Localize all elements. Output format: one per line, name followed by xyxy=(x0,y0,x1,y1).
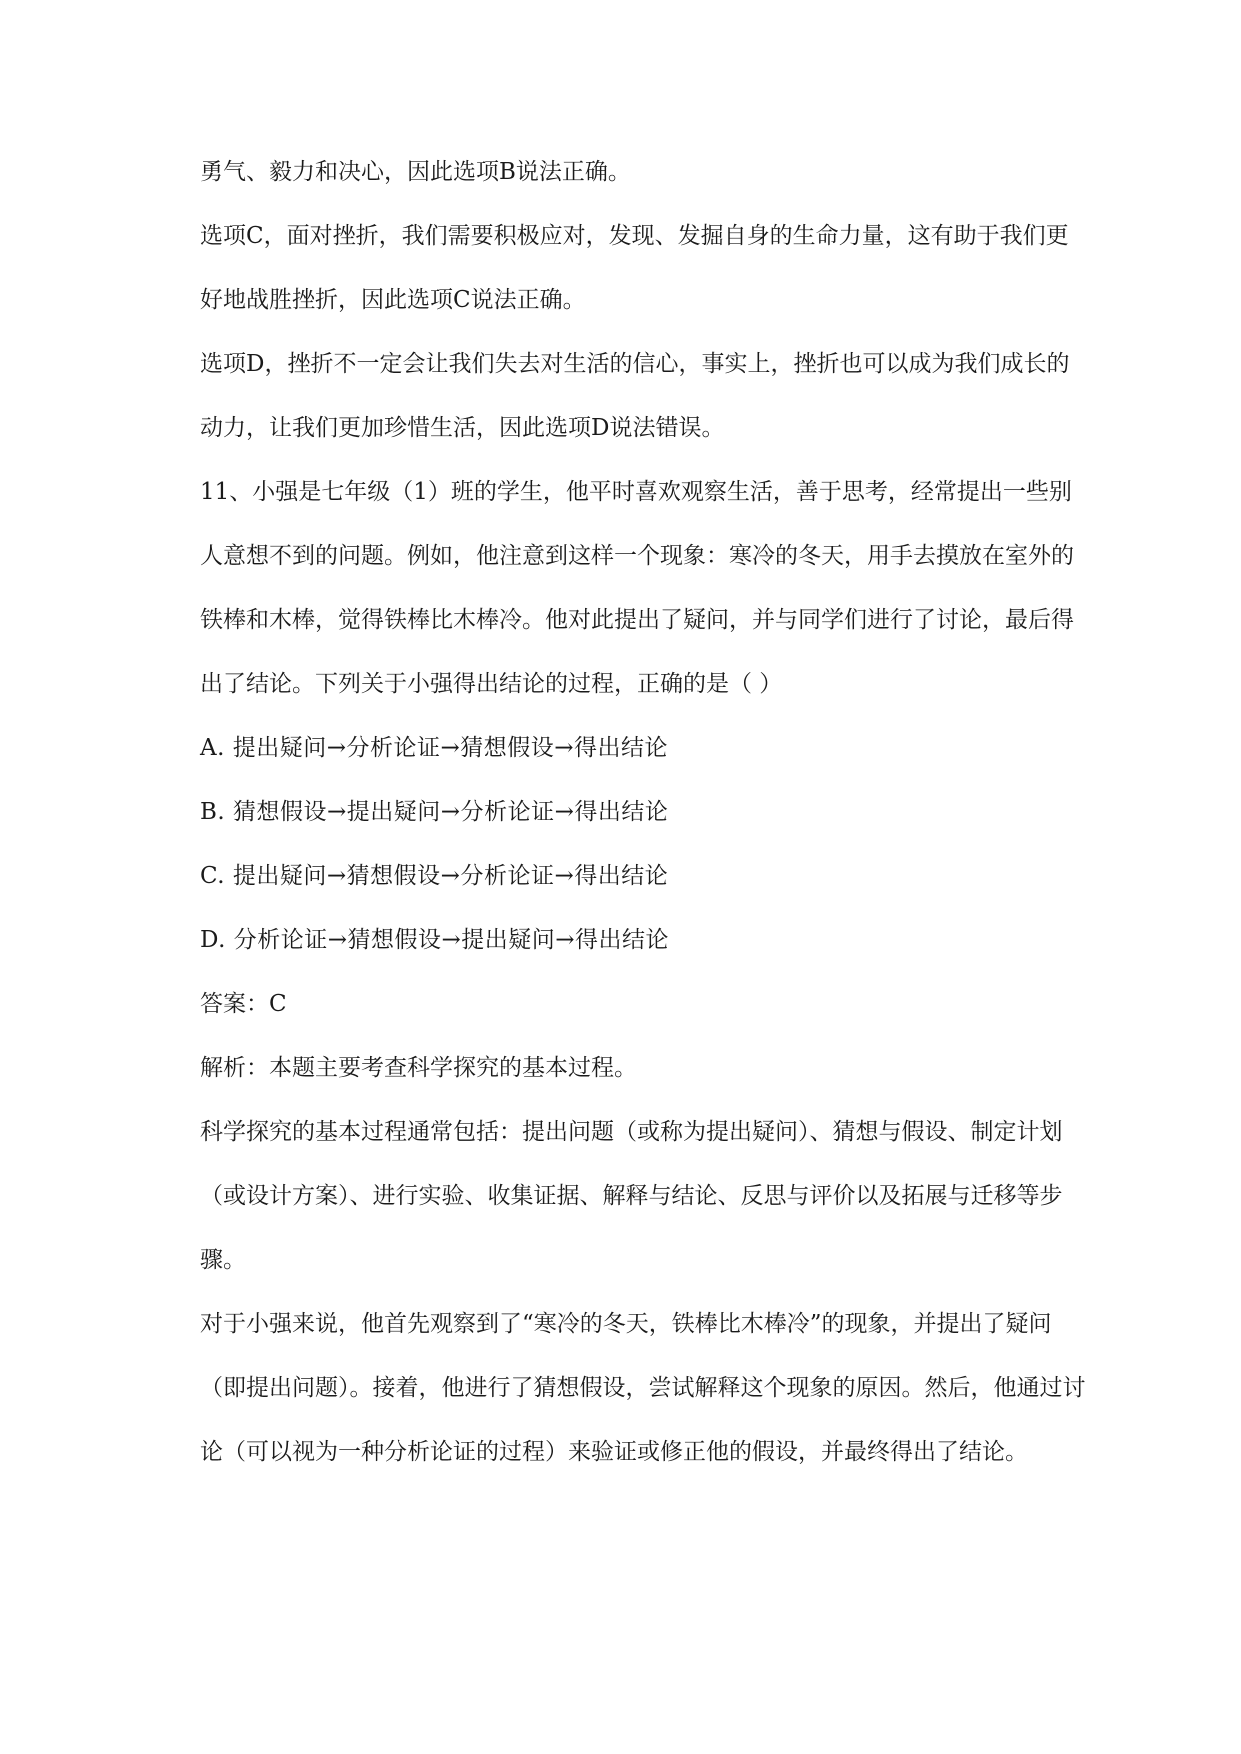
paragraph-option-b-conclusion: 勇气、毅力和决心，因此选项B说法正确。 xyxy=(200,159,631,185)
analysis-line: 解析：本题主要考查科学探究的基本过程。 xyxy=(200,1055,637,1081)
paragraph-option-c: 选项C，面对挫折，我们需要积极应对，发现、发掘自身的生命力量，这有助于我们更好地战胜挫折，因此选项C说法正确。 xyxy=(200,223,1069,313)
option-a: A. 提出疑问→分析论证→猜想假设→得出结论 xyxy=(200,735,669,761)
paragraph-option-d: 选项D，挫折不一定会让我们失去对生活的信心，事实上，挫折也可以成为我们成长的动力，让我们更加珍惜生活，因此选项D说法错误。 xyxy=(200,351,1070,441)
explanation-paragraph-xiaoqiang: 对于小强来说，他首先观察到了“寒冷的冬天，铁棒比木棒冷”的现象，并提出了疑问（即提出问题）。接着，他进行了猜想假设，尝试解释这个现象的原因。然后，他通过讨论（可以视为一种分析论证的过程）来验证或修正他的假设，并最终得出了结论。 xyxy=(200,1311,1086,1465)
option-d: D. 分析论证→猜想假设→提出疑问→得出结论 xyxy=(200,927,670,953)
answer-line: 答案：C xyxy=(200,991,287,1017)
document-page xyxy=(200,140,1090,1484)
explanation-paragraph-process: 科学探究的基本过程通常包括：提出问题（或称为提出疑问）、猜想与假设、制定计划（或设计方案）、进行实验、收集证据、解释与结论、反思与评价以及拓展与迁移等步骤。 xyxy=(200,1119,1063,1273)
option-c: C. 提出疑问→猜想假设→分析论证→得出结论 xyxy=(200,863,669,889)
question-11-stem: 11、小强是七年级（1）班的学生，他平时喜欢观察生活，善于思考，经常提出一些别人意想不到的问题。例如，他注意到这样一个现象：寒冷的冬天，用手去摸放在室外的铁棒和木棒，觉得铁棒比木棒冷。他对此提出了疑问，并与同学们进行了讨论，最后得出了结论。下列关于小强得出结论的过程，正确的是（ ） xyxy=(200,479,1074,697)
option-b: B. 猜想假设→提出疑问→分析论证→得出结论 xyxy=(200,799,669,825)
